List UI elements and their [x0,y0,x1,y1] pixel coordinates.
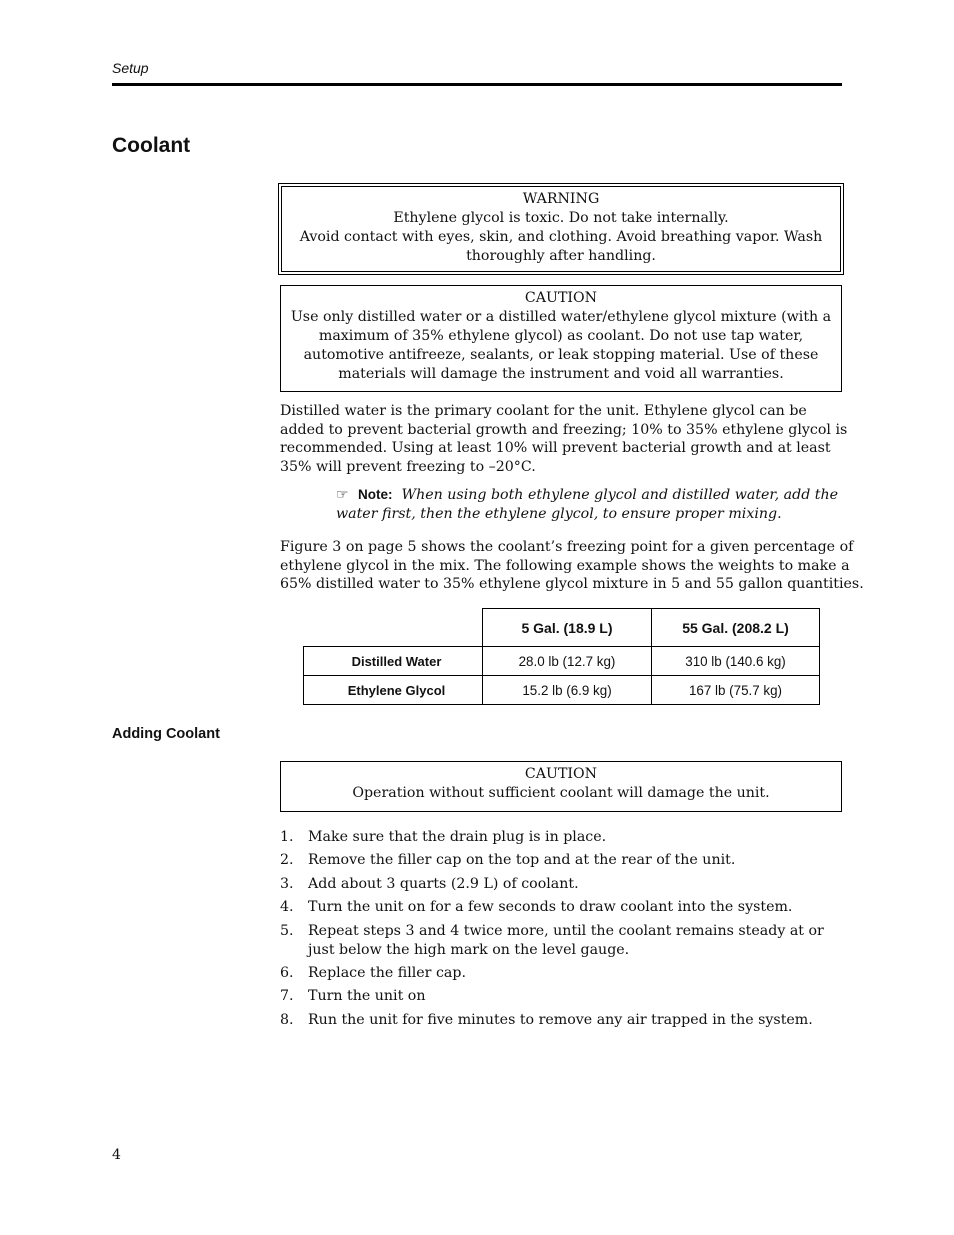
list-item [280,964,846,983]
step-number: 1. [280,829,294,845]
table-cell: 28.0 lb (12.7 kg) [483,647,652,676]
list-item [280,987,846,1006]
caution-line: Operation without sufficient coolant will damage the unit. [352,785,770,801]
list-item [280,828,846,847]
caution-box-coolant-type [280,285,842,392]
warning-inner-frame [281,186,841,272]
figure-reference-paragraph [280,538,864,594]
paragraph-line: added to prevent bacterial growth and freezing; 10% to 35% ethylene glycol is [280,421,848,438]
step-text: Replace the filler cap. [308,964,466,981]
list-item [280,875,846,894]
step-number: 7. [280,988,294,1005]
caution-heading: CAUTION [524,766,598,782]
step-text: Repeat steps 3 and 4 twice more, until the coolant remains steady at or [308,922,824,939]
step-number: 4. [280,899,294,916]
step-text: Turn the unit on for a few seconds to draw coolant into the system. [308,899,793,916]
table-cell: 167 lb (75.7 kg) [652,676,820,705]
column-header: 5 Gal. (18.9 L) [483,609,652,647]
note-block [336,485,846,524]
table-header-row [304,609,820,647]
table-corner-cell [304,609,483,647]
pointing-hand-icon: ☞ [336,487,349,503]
step-text: Run the unit for five minutes to remove any air trapped in the system. [308,1011,813,1028]
step-text: just below the high mark on the level gauge. [308,941,630,958]
caution-line: Use only distilled water or a distilled water/ethylene glycol mixture (with a [290,309,832,325]
note-text: When using both ethylene glycol and distilled water, add the [401,487,839,503]
coolant-weights-table [303,608,820,705]
paragraph-line: ethylene glycol in the mix. The following example shows the weights to make a [280,557,850,574]
caution-heading: CAUTION [524,290,598,306]
list-item [280,851,846,870]
list-item [280,922,846,960]
step-number: 3. [280,875,294,892]
table-row [304,647,820,676]
header-rule [112,83,842,86]
steps-list [280,828,846,1034]
column-header: 55 Gal. (208.2 L) [652,609,820,647]
warning-line: thoroughly after handling. [466,248,656,264]
caution-line: maximum of 35% ethylene glycol) as coolant. Do not use tap water, [318,328,804,344]
list-item [280,898,846,917]
paragraph-line: 35% will prevent freezing to –20°C. [280,458,536,475]
row-label: Ethylene Glycol [304,676,483,705]
table-row [304,676,820,705]
warning-box [278,183,844,275]
caution-line: automotive antifreeze, sealants, or leak stopping material. Use of these [303,347,819,363]
paragraph-line: Figure 3 on page 5 shows the coolant’s freezing point for a given percentage of [280,539,854,555]
list-item [280,1011,846,1030]
paragraph-line: 65% distilled water to 35% ethylene glycol mixture in 5 and 55 gallon quantities. [280,576,864,593]
caution-line: materials will damage the instrument and void all warranties. [338,366,784,382]
step-number: 5. [280,922,294,939]
intro-paragraph [280,402,846,476]
running-header: Setup [112,60,149,76]
step-text: Turn the unit on [308,988,426,1005]
paragraph-line: recommended. Using at least 10% will prevent bacterial growth and at least [280,440,831,457]
subsection-title: Adding Coolant [112,726,220,742]
page-number: 4 [112,1147,121,1163]
row-label: Distilled Water [304,647,483,676]
warning-line: Ethylene glycol is toxic. Do not take internally. [393,210,729,226]
table-cell: 15.2 lb (6.9 kg) [483,676,652,705]
warning-line: Avoid contact with eyes, skin, and clothing. Avoid breathing vapor. Wash [299,229,823,245]
step-text: Add about 3 quarts (2.9 L) of coolant. [308,875,579,892]
step-number: 6. [280,964,294,981]
warning-heading: WARNING [522,191,600,207]
note-label: Note: [358,487,393,502]
note-text: water first, then the ethylene glycol, to ensure proper mixing. [336,506,782,522]
step-text: Make sure that the drain plug is in place. [308,829,607,845]
step-number: 2. [280,852,294,869]
step-number: 8. [280,1011,294,1028]
table-cell: 310 lb (140.6 kg) [652,647,820,676]
step-text: Remove the filler cap on the top and at the rear of the unit. [308,852,736,869]
paragraph-line: Distilled water is the primary coolant for the unit. Ethylene glycol can be [280,403,807,419]
section-title: Coolant [112,134,191,157]
caution-box-insufficient-coolant [280,761,842,812]
